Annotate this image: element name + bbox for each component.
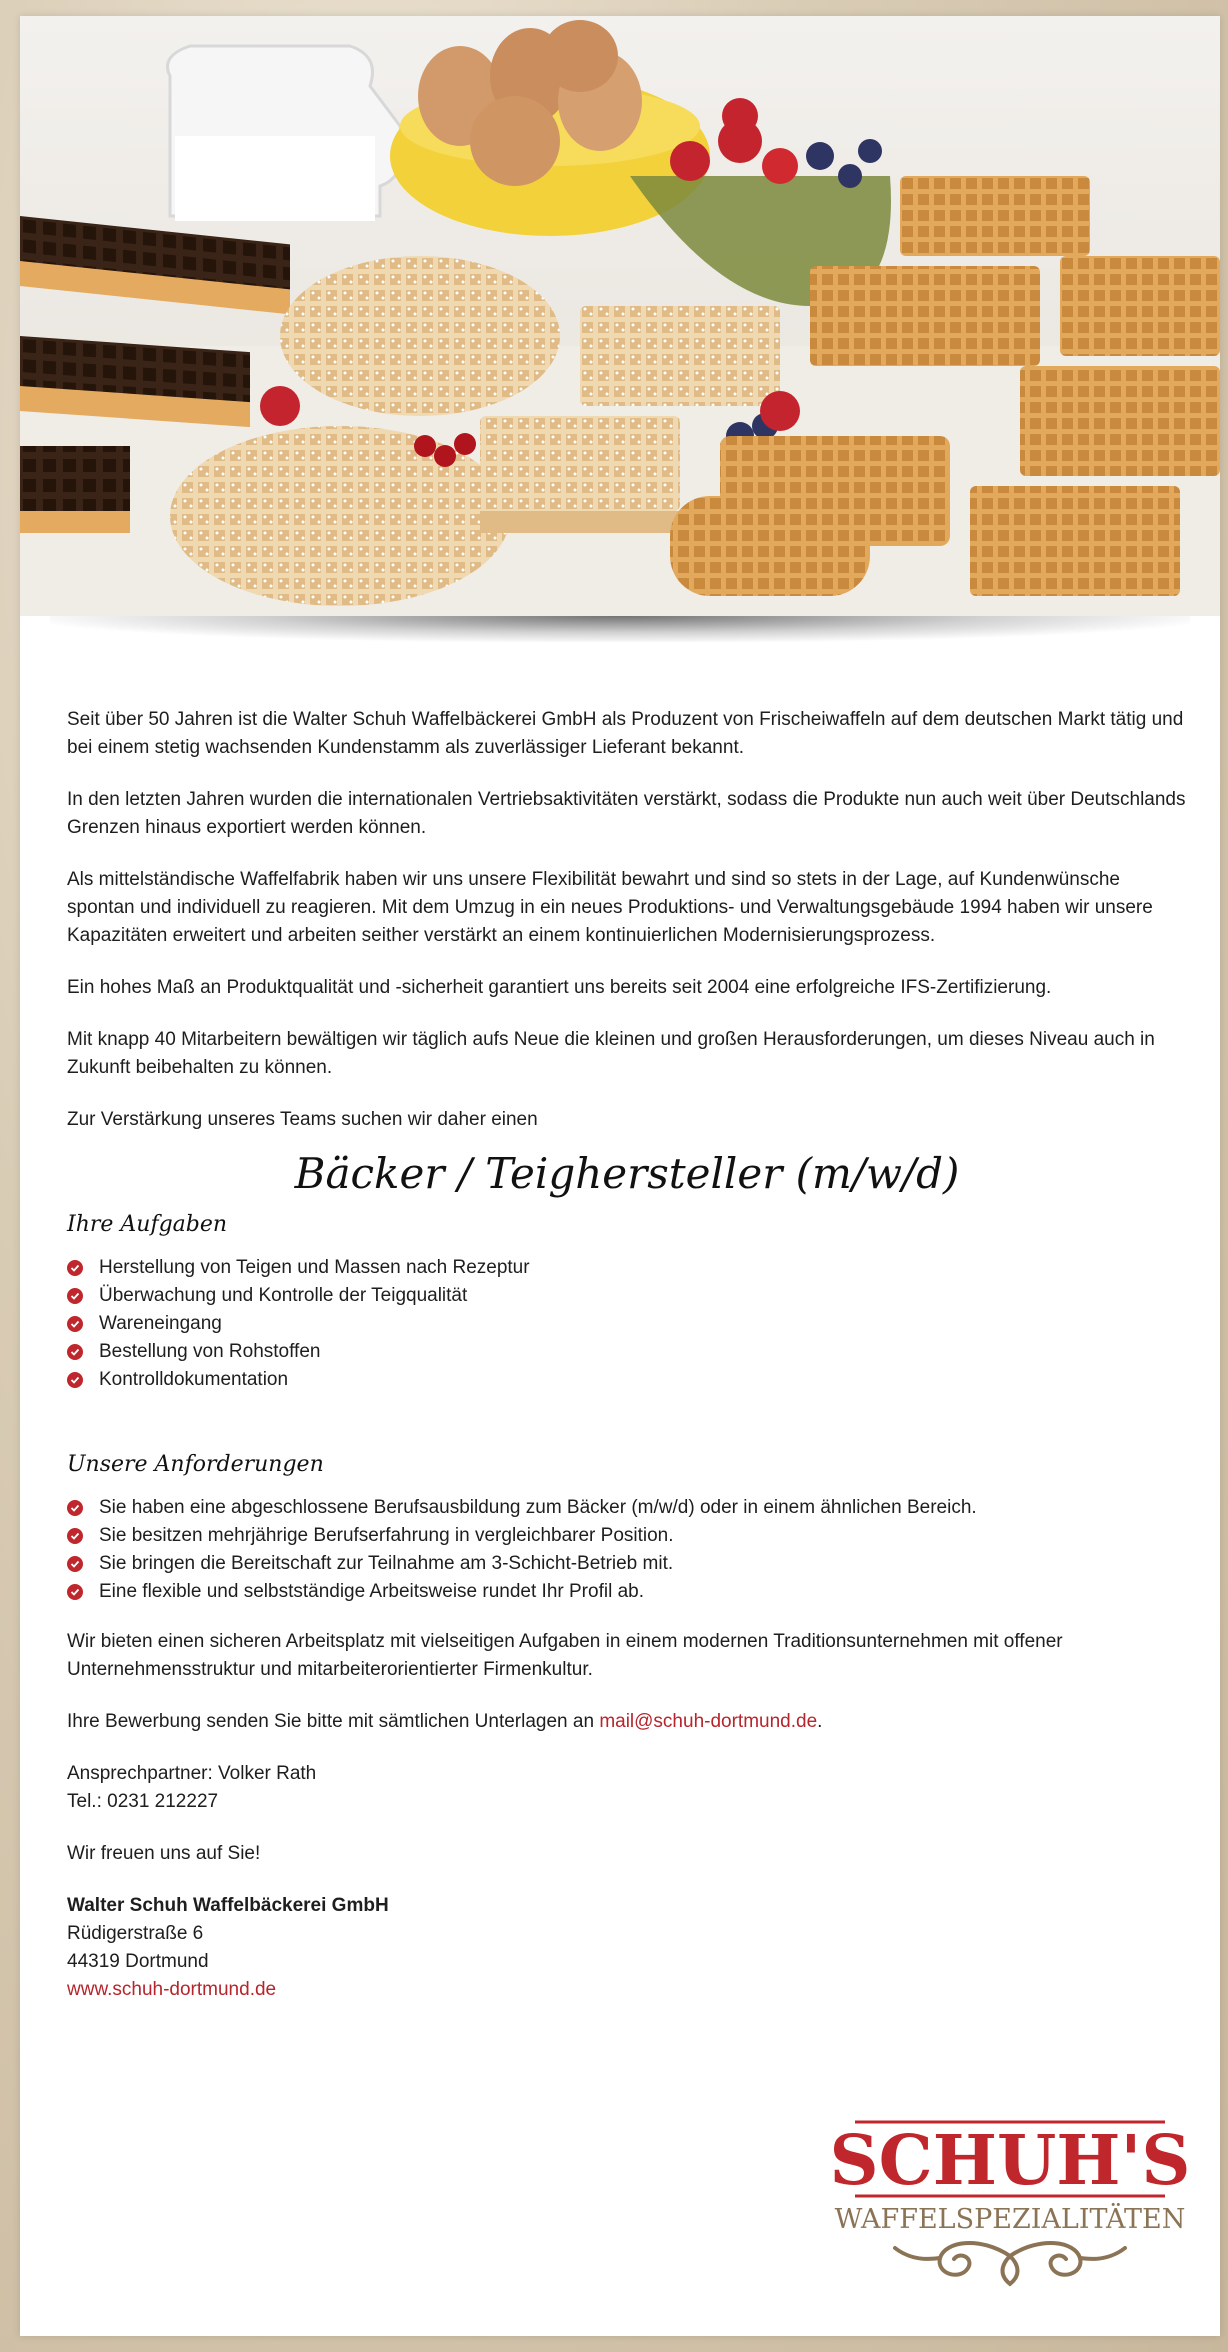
job-ad-sheet [20,16,1220,2336]
waffle-assortment-illustration [20,16,1220,616]
check-icon [67,1584,83,1600]
check-icon [67,1288,83,1304]
list-item-text: Eine flexible und selbstständige Arbeitsweise rundet Ihr Profil ab. [99,1581,644,1602]
tasks-heading: Ihre Aufgaben [67,1212,228,1237]
list-item [67,1578,1187,1606]
logo-name: SCHUH'S [829,2121,1191,2201]
contact-phone: Tel.: 0231 212227 [67,1791,219,1812]
company-city: 44319 Dortmund [67,1951,209,1972]
list-item [67,1366,1187,1394]
intro-paragraph: Zur Verstärkung unseres Teams suchen wir daher einen [67,1109,538,1130]
intro-paragraph: In den letzten Jahren wurden die internationalen Vertriebsaktivitäten verstärkt, sodass die Produkte nun auch weit über Deutschlands Grenzen hinaus exportiert werden können. [67,789,1186,838]
contact-block [67,1760,1187,1816]
check-icon [67,1260,83,1276]
company-name: Walter Schuh Waffelbäckerei GmbH [67,1895,389,1916]
job-title: Bäcker / Teighersteller (m/w/d) [294,1149,960,1198]
list-item [67,1338,1187,1366]
logo-tagline: WAFFELSPEZIALITÄTEN [834,2204,1186,2235]
hero-shadow [50,616,1190,642]
hero-image-waffles [20,16,1220,616]
contact-person: Ansprechpartner: Volker Rath [67,1763,317,1784]
intro-paragraph: Ein hohes Maß an Produktqualität und -sicherheit garantiert uns bereits seit 2004 eine erfolgreiche IFS-Zertifizierung. [67,977,1052,998]
list-item-text: Sie besitzen mehrjährige Berufserfahrung in vergleichbarer Position. [99,1525,674,1546]
list-item-text: Überwachung und Kontrolle der Teigqualität [99,1285,468,1306]
check-icon [67,1556,83,1572]
intro-paragraph: Seit über 50 Jahren ist die Walter Schuh Waffelbäckerei GmbH als Produzent von Frischeiwaffeln auf dem deutschen Markt tätig und bei einem stetig wachsenden Kundenstamm als zuverlässiger Lieferant bekannt. [67,709,1184,758]
intro-paragraph: Als mittelständische Waffelfabrik haben wir uns unsere Flexibilität bewahrt und sind so stets in der Lage, auf Kundenwünsche spontan und individuell zu reagieren. Mit dem Umzug in ein neues Produktions- und Verwaltungsgebäude 1994 haben wir unsere Kapazitäten erweitert und arbeiten seither verstärkt an einem kontinuierlichen Modernisierungsprozess. [67,869,1153,946]
schuhs-logo [829,2116,1191,2296]
check-icon [67,1528,83,1544]
list-item [67,1282,1187,1310]
application-paragraph [67,1708,1187,1736]
list-item [67,1494,1187,1522]
check-icon [67,1316,83,1332]
list-item-text: Sie bringen die Bereitschaft zur Teilnahme am 3-Schicht-Betrieb mit. [99,1553,674,1574]
check-icon [67,1344,83,1360]
tasks-list [67,1254,1187,1394]
list-item [67,1550,1187,1578]
requirements-list [67,1494,1187,1606]
requirements-heading: Unsere Anforderungen [67,1452,324,1477]
list-item [67,1254,1187,1282]
list-item [67,1522,1187,1550]
job-ad-content [67,706,1187,2028]
email-link[interactable]: mail@schuh-dortmund.de [599,1711,818,1732]
list-item-text: Wareneingang [99,1313,222,1334]
list-item [67,1310,1187,1338]
company-address [67,1892,1187,2004]
application-text-end: . [817,1711,823,1732]
website-link[interactable]: www.schuh-dortmund.de [67,1979,277,2000]
intro-paragraph: Mit knapp 40 Mitarbeitern bewältigen wir täglich aufs Neue die kleinen und großen Herausforderungen, um dieses Niveau auch in Zukunft beibehalten zu können. [67,1029,1155,1078]
check-icon [67,1500,83,1516]
list-item-text: Sie haben eine abgeschlossene Berufsausbildung zum Bäcker (m/w/d) oder in einem ähnlichen Bereich. [99,1497,977,1518]
closing-line: Wir freuen uns auf Sie! [67,1843,261,1864]
list-item-text: Kontrolldokumentation [99,1369,289,1390]
offer-paragraph: Wir bieten einen sicheren Arbeitsplatz mit vielseitigen Aufgaben in einem modernen Traditionsunternehmen mit offener Unternehmensstruktur und mitarbeiterorientierter Firmenkultur. [67,1631,1063,1680]
list-item-text: Bestellung von Rohstoffen [99,1341,321,1362]
ornament-icon [895,2243,1125,2284]
list-item-text: Herstellung von Teigen und Massen nach Rezeptur [99,1257,530,1278]
application-text: Ihre Bewerbung senden Sie bitte mit sämtlichen Unterlagen an [67,1711,600,1732]
company-street: Rüdigerstraße 6 [67,1923,204,1944]
check-icon [67,1372,83,1388]
